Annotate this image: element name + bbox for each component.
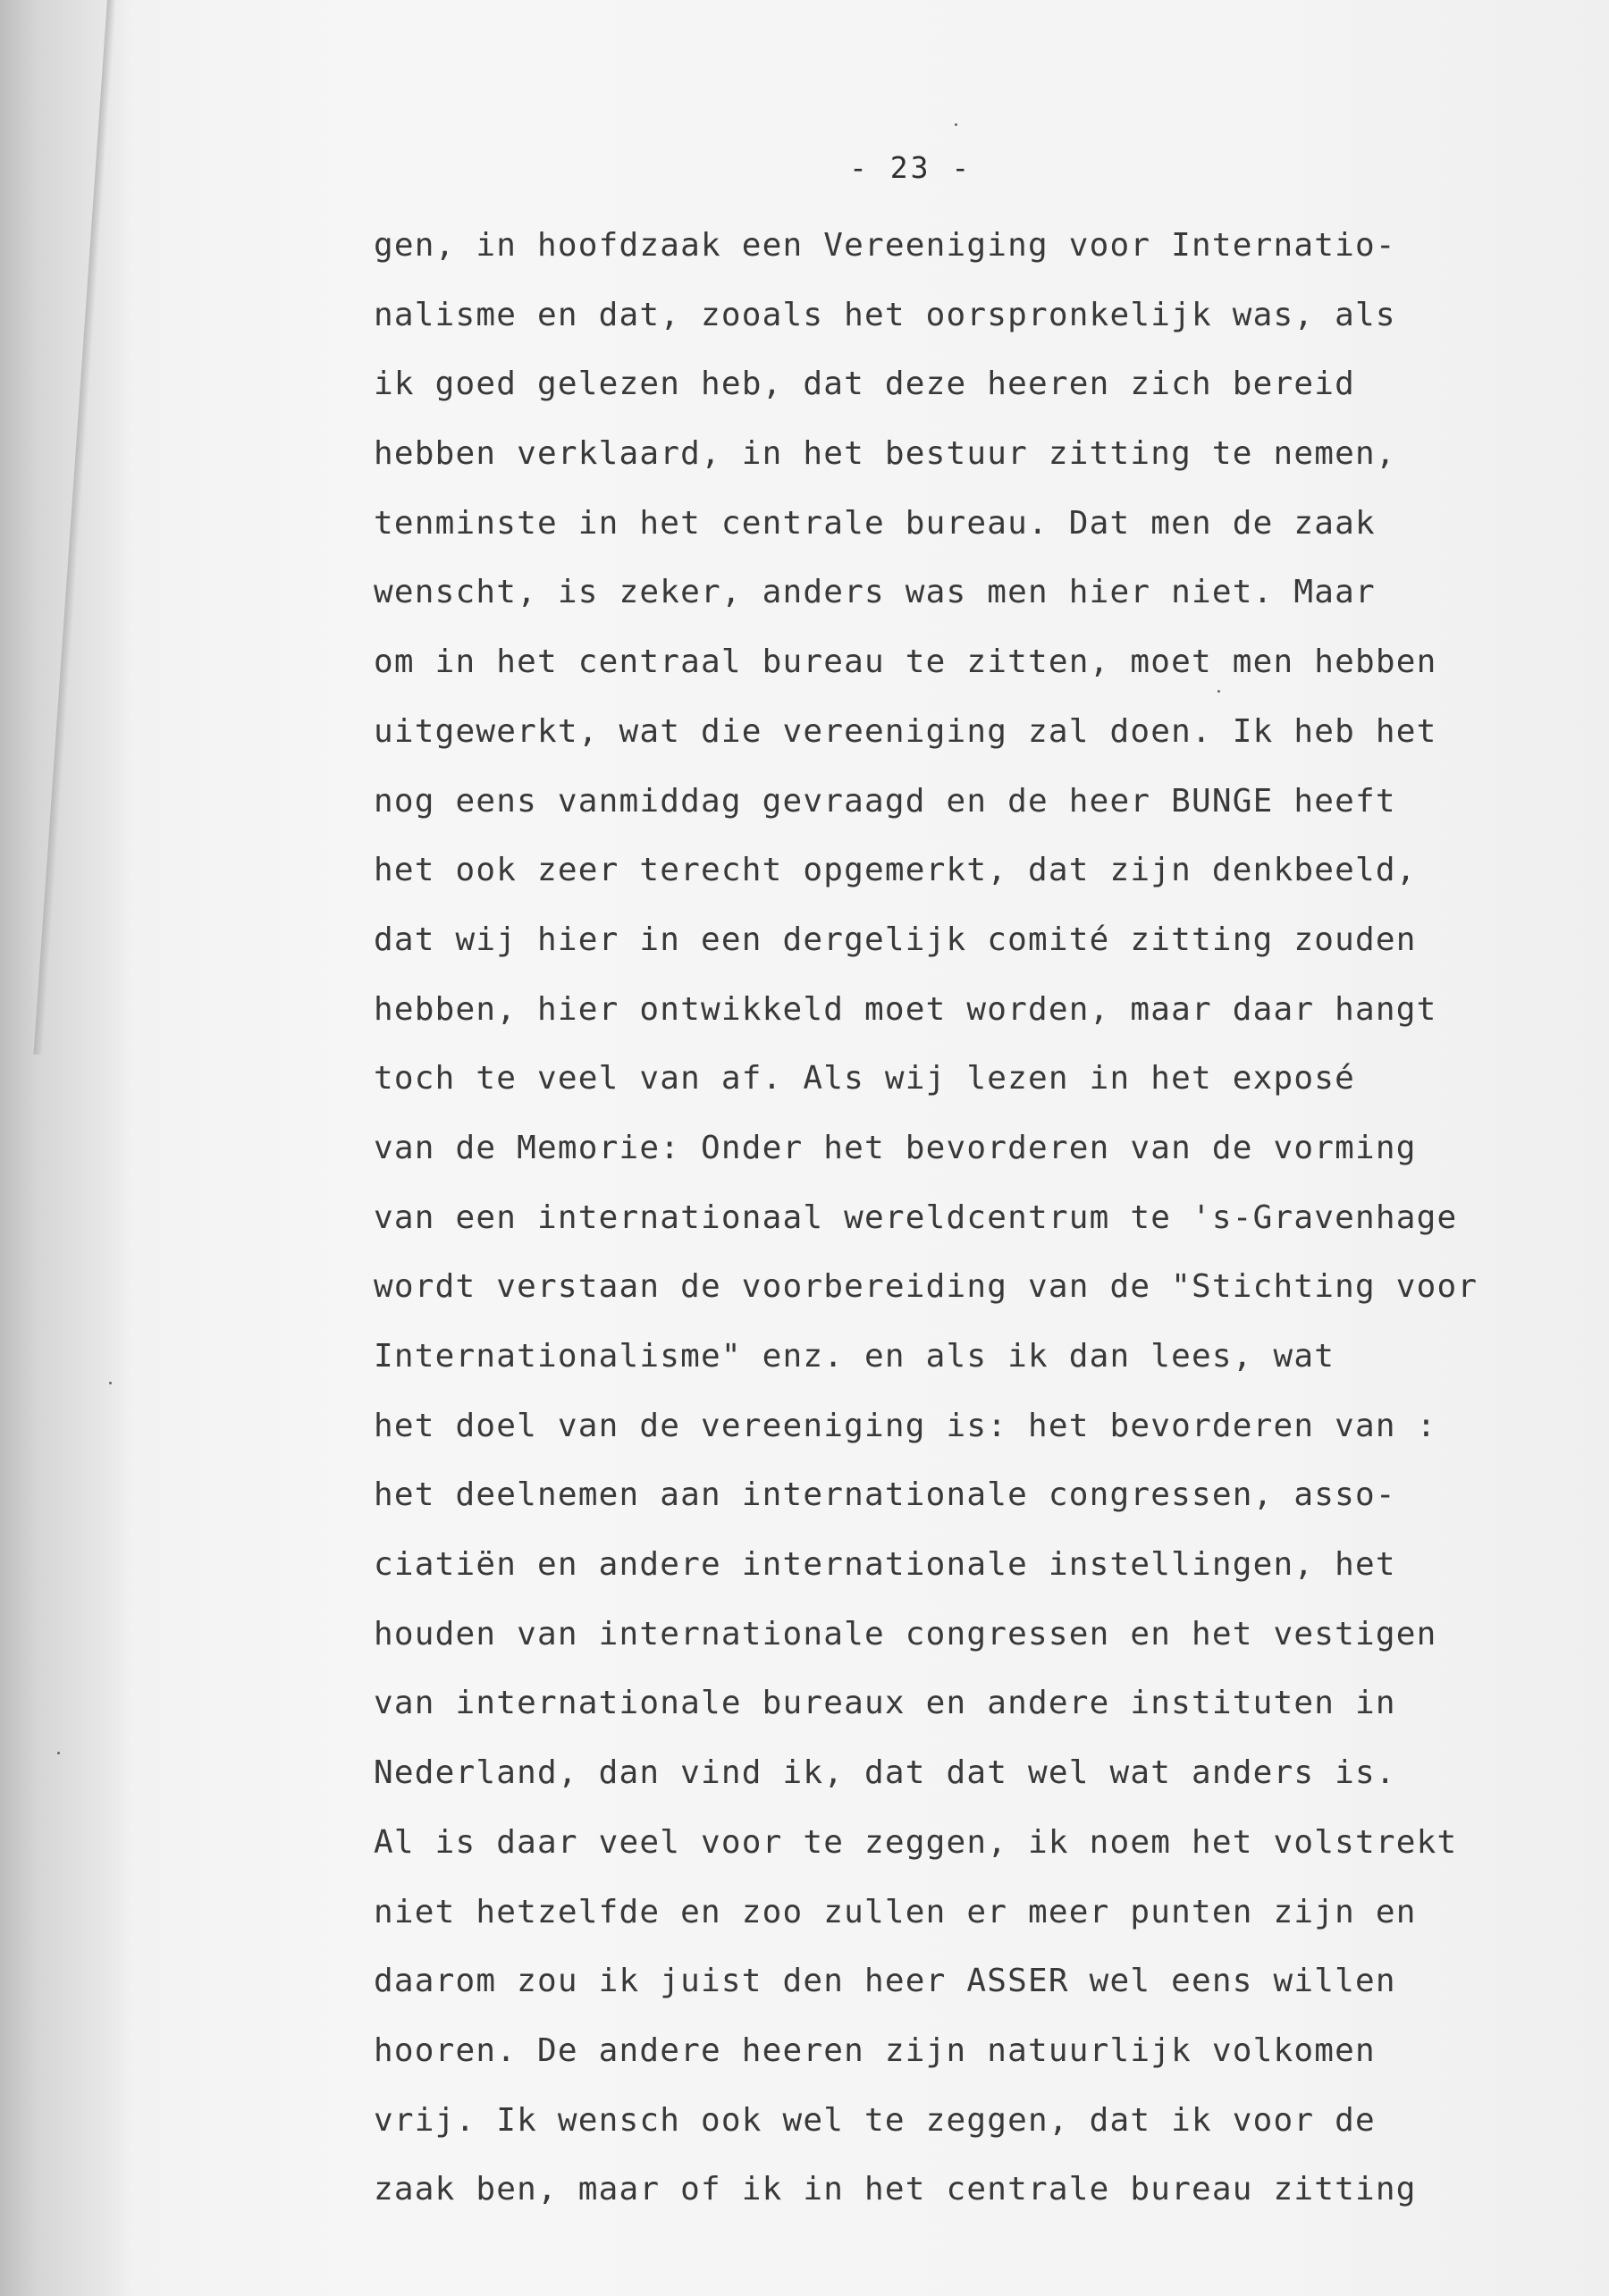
text-line: het ook zeer terecht opgemerkt, dat zijn denkbeeld, xyxy=(374,852,1417,889)
text-line: ciatiën en andere internationale instellingen, het xyxy=(374,1546,1396,1584)
text-line: gen, in hoofdzaak een Vereeniging voor Internatio- xyxy=(374,227,1396,264)
text-line: hooren. De andere heeren zijn natuurlijk volkomen xyxy=(374,2031,1376,2069)
text-line: zaak ben, maar of ik in het centrale bureau zitting xyxy=(374,2171,1417,2208)
text-line: uitgewerkt, wat die vereeniging zal doen. Ik heb het xyxy=(374,712,1437,750)
text-line: hebben verklaard, in het bestuur zitting te nemen, xyxy=(374,435,1396,473)
text-line: toch te veel van af. Als wij lezen in het exposé xyxy=(374,1060,1355,1098)
scan-speck xyxy=(57,1752,60,1754)
typed-text-body xyxy=(374,211,1536,2225)
text-line: wordt verstaan de voorbereiding van de "Stichting voor xyxy=(374,1268,1478,1306)
text-line: daarom zou ik juist den heer ASSER wel eens willen xyxy=(374,1963,1396,2000)
text-line: dat wij hier in een dergelijk comité zitting zouden xyxy=(374,921,1417,958)
text-line: nalisme en dat, zooals het oorspronkelijk was, als xyxy=(374,296,1396,333)
text-line: van de Memorie: Onder het bevorderen van de vorming xyxy=(374,1129,1417,1166)
page-number: - 23 - xyxy=(849,150,973,185)
text-line: van een internationaal wereldcentrum te 's-Gravenhage xyxy=(374,1198,1458,1236)
scan-speck xyxy=(955,123,957,126)
text-line: ik goed gelezen heb, dat deze heeren zich bereid xyxy=(374,366,1355,403)
text-line: Internationalisme" enz. en als ik dan lees, wat xyxy=(374,1338,1335,1375)
text-line: vrij. Ik wensch ook wel te zeggen, dat ik voor de xyxy=(374,2101,1376,2139)
text-line: tenminste in het centrale bureau. Dat men de zaak xyxy=(374,504,1376,542)
text-line: houden van internationale congressen en het vestigen xyxy=(374,1615,1437,1653)
text-line: wenscht, is zeker, anders was men hier niet. Maar xyxy=(374,574,1376,611)
text-line: Nederland, dan vind ik, dat dat wel wat anders is. xyxy=(374,1754,1396,1792)
text-line: het doel van de vereeniging is: het bevorderen van : xyxy=(374,1407,1437,1444)
text-line: nog eens vanmiddag gevraagd en de heer BUNGE heeft xyxy=(374,782,1396,820)
page-left-edge-shadow xyxy=(0,0,134,2296)
text-line: het deelnemen aan internationale congressen, asso- xyxy=(374,1476,1396,1514)
scan-speck xyxy=(109,1382,112,1384)
text-line: van internationale bureaux en andere instituten in xyxy=(374,1685,1396,1722)
text-line: hebben, hier ontwikkeld moet worden, maar daar hangt xyxy=(374,990,1437,1028)
text-line: niet hetzelfde en zoo zullen er meer punten zijn en xyxy=(374,1893,1417,1930)
text-line: om in het centraal bureau te zitten, moet men hebben xyxy=(374,643,1437,681)
text-line: Al is daar veel voor te zeggen, ik noem het volstrekt xyxy=(374,1823,1458,1861)
